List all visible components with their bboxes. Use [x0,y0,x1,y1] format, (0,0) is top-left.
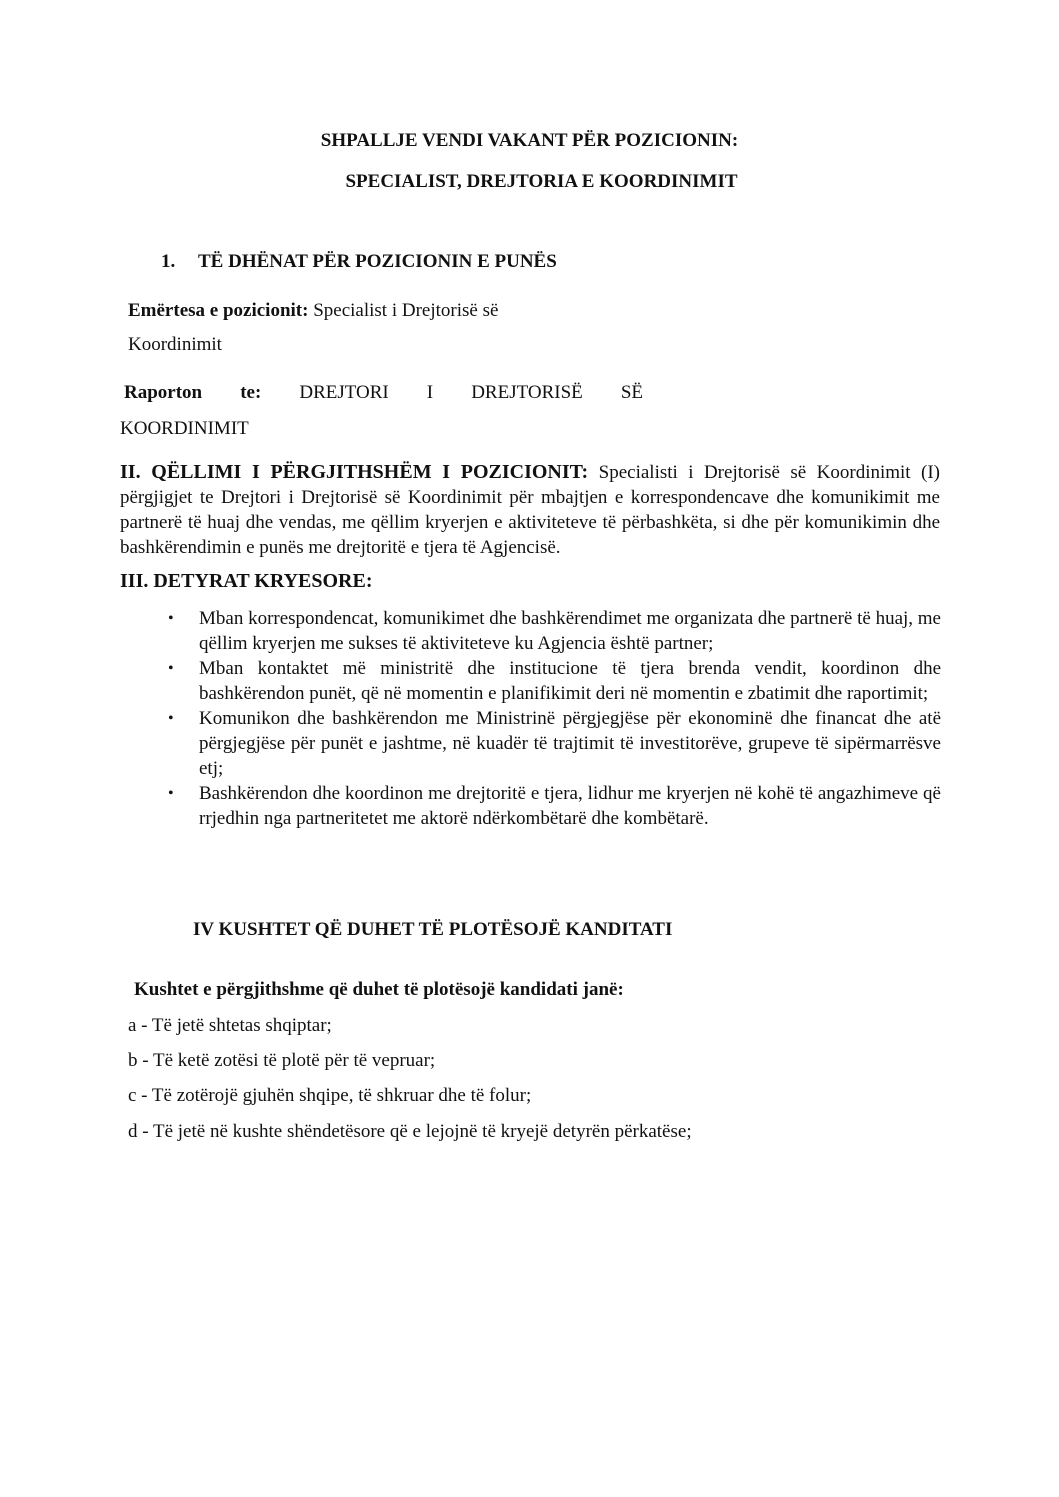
section2-paragraph [120,460,940,560]
reports-to-label-word: te: [240,382,262,403]
section3-heading: III. DETYRAT KRYESORE: [120,570,373,592]
condition-item: d - Të jetë në kushte shëndetësore që e lejojnë të kryejë detyrën përkatëse; [128,1121,692,1142]
document-title: SHPALLJE VENDI VAKANT PËR POZICIONIN: [320,130,739,151]
list-item [160,656,941,706]
bullet-icon: • [168,660,174,677]
reports-to-continuation: KOORDINIMIT [120,418,249,439]
duties-list [160,606,941,831]
duty-text: Mban korrespondencat, komunikimet dhe bashkërendimet me organizata dhe partnerë të huaj, me qëllim kryerjen me sukses të aktiviteteve ku Agjencia është partner; [199,608,941,654]
duty-text: Komunikon dhe bashkërendon me Ministrinë përgjegjëse për ekonominë dhe financat dhe atë përgjegjëse për punët e jashtme, në kuadër të trajtimit të investitorëve, grupeve të sipërmarrësve etj; [199,708,941,779]
section2-heading: II. QËLLIMI I PËRGJITHSHËM I POZICIONIT: [120,461,589,483]
section4-heading: IV KUSHTET QË DUHET TË PLOTËSOJË KANDITATI [193,919,673,940]
duty-text: Bashkërendon dhe koordinon me drejtoritë e tjera, lidhur me kryerjen në kohë të angazhimeve që rrjedhin nga partneritetet me aktorë ndërkombëtarë dhe kombëtarë. [199,783,941,829]
duty-text: Mban kontaktet më ministritë dhe institucione të tjera brenda vendit, koordinon dhe bashkërendon punët, që në momentin e planifikimit deri në momentin e zbatimit dhe raportimit; [199,658,941,704]
condition-item: c - Të zotërojë gjuhën shqipe, të shkruar dhe të folur; [128,1085,532,1106]
position-name-value: Specialist i Drejtorisë së [313,300,499,321]
section1-heading: TË DHËNAT PËR POZICIONIN E PUNËS [198,251,557,272]
condition-item: a - Të jetë shtetas shqiptar; [128,1015,332,1036]
position-name-continuation: Koordinimit [128,334,222,355]
bullet-icon: • [168,610,174,627]
reports-to-value-word: SË [620,382,643,403]
position-name-line [128,300,498,322]
section1-number: 1. [161,251,176,272]
reports-to-value-word: DREJTORI [299,382,389,403]
reports-to-line [124,382,643,404]
section4-subheading: Kushtet e përgjithshme që duhet të plotësojë kandidati janë: [134,979,624,1000]
reports-to-value-word: DREJTORISË [471,382,583,403]
reports-to-label-word: Raporton [124,382,203,403]
reports-to-value-word: I [426,382,434,403]
document-subtitle: SPECIALIST, DREJTORIA E KOORDINIMIT [345,171,738,192]
list-item [160,706,941,781]
position-name-label: Emërtesa e pozicionit: [128,300,309,321]
condition-item: b - Të ketë zotësi të plotë për të vepruar; [128,1050,436,1071]
list-item [160,781,941,831]
bullet-icon: • [168,710,174,727]
bullet-icon: • [168,785,174,802]
list-item [160,606,941,656]
section2-text: Specialisti i Drejtorisë së Koordinimit (I) përgjigjet te Drejtori i Drejtorisë së Koordinimit për mbajtjen e korrespondencave dhe komunikimit me partnerë të huaj dhe vendas, me qëllim kryerjen e aktiviteteve të përbashkëta, si dhe për komunikimin dhe bashkërendimin e punës me drejtoritë e tjera të Agjencisë. [120,462,941,558]
